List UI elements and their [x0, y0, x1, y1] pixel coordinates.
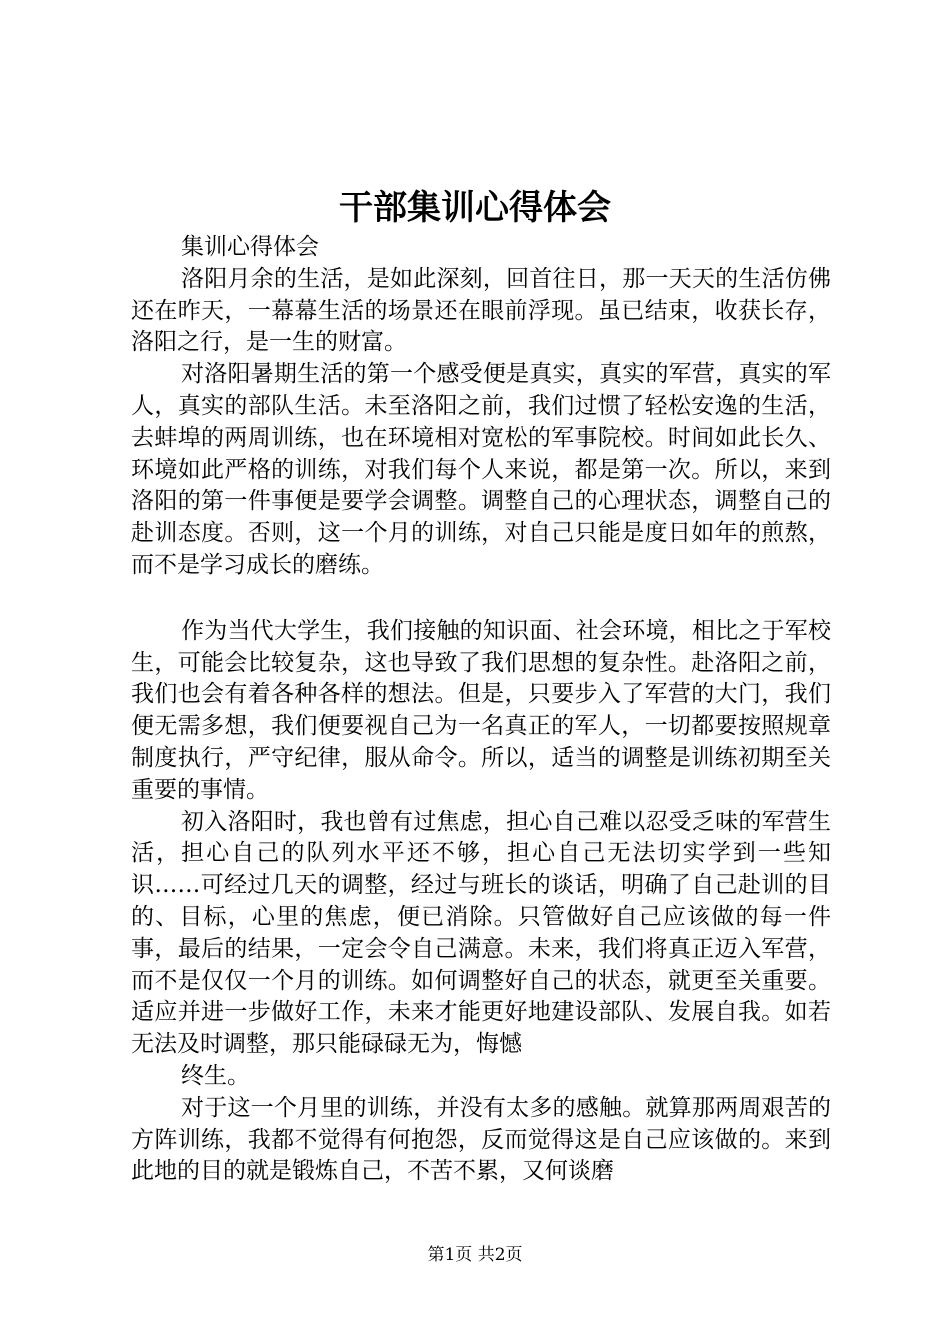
paragraph: 洛阳月余的生活，是如此深刻，回首往日，那一天天的生活仿佛还在昨天，一幕幕生活的场景还在眼前浮现。虽已结束，收获长存，洛阳之行，是一生的财富。	[131, 265, 831, 356]
paragraph: 终生。	[181, 1062, 250, 1089]
page-number-footer: 第1页 共2页	[427, 1245, 523, 1265]
paragraph: 初入洛阳时，我也曾有过焦虑，担心自己难以忍受乏味的军营生活，担心自己的队列水平还不够，担心自己无法切实学到一些知识……可经过几天的调整，经过与班长的谈话，明确了自己赴训的目的、目标，心里的焦虑，便已消除。只管做好自己应该做的每一件事，最后的结果，一定会令自己满意。未来，我们将真正迈入军营，而不是仅仅一个月的训练。如何调整好自己的状态，就更至关重要。适应并进一步做好工作，未来才能更好地建设部队、发展自我。如若无法及时调整，那只能碌碌无为，悔憾	[131, 808, 831, 1058]
document-body	[131, 232, 831, 1188]
paragraph-subtitle: 集训心得体会	[181, 234, 319, 260]
paragraph: 对于这一个月里的训练，并没有太多的感触。就算那两周艰苦的方阵训练，我都不觉得有何抱怨，反而觉得这是自己应该做的。来到此地的目的就是锻炼自己，不苦不累，又何谈磨	[131, 1094, 831, 1185]
paragraph: 对洛阳暑期生活的第一个感受便是真实，真实的军营，真实的军人，真实的部队生活。未至洛阳之前，我们过惯了轻松安逸的生活，去蚌埠的两周训练，也在环境相对宽松的军事院校。时间如此长久、环境如此严格的训练，对我们每个人来说，都是第一次。所以，来到洛阳的第一件事便是要学会调整。调整自己的心理状态，调整自己的赴训态度。否则，这一个月的训练，对自己只能是度日如年的煎熬，而不是学习成长的磨练。	[131, 361, 831, 578]
paragraph: 作为当代大学生，我们接触的知识面、社会环境，相比之于军校生，可能会比较复杂，这也导致了我们思想的复杂性。赴洛阳之前，我们也会有着各种各样的想法。但是，只要步入了军营的大门，我们便无需多想，我们便要视自己为一名真正的军人，一切都要按照规章制度执行，严守纪律，服从命令。所以，适当的调整是训练初期至关重要的事情。	[131, 617, 831, 803]
document-title: 干部集训心得体会	[339, 188, 611, 228]
